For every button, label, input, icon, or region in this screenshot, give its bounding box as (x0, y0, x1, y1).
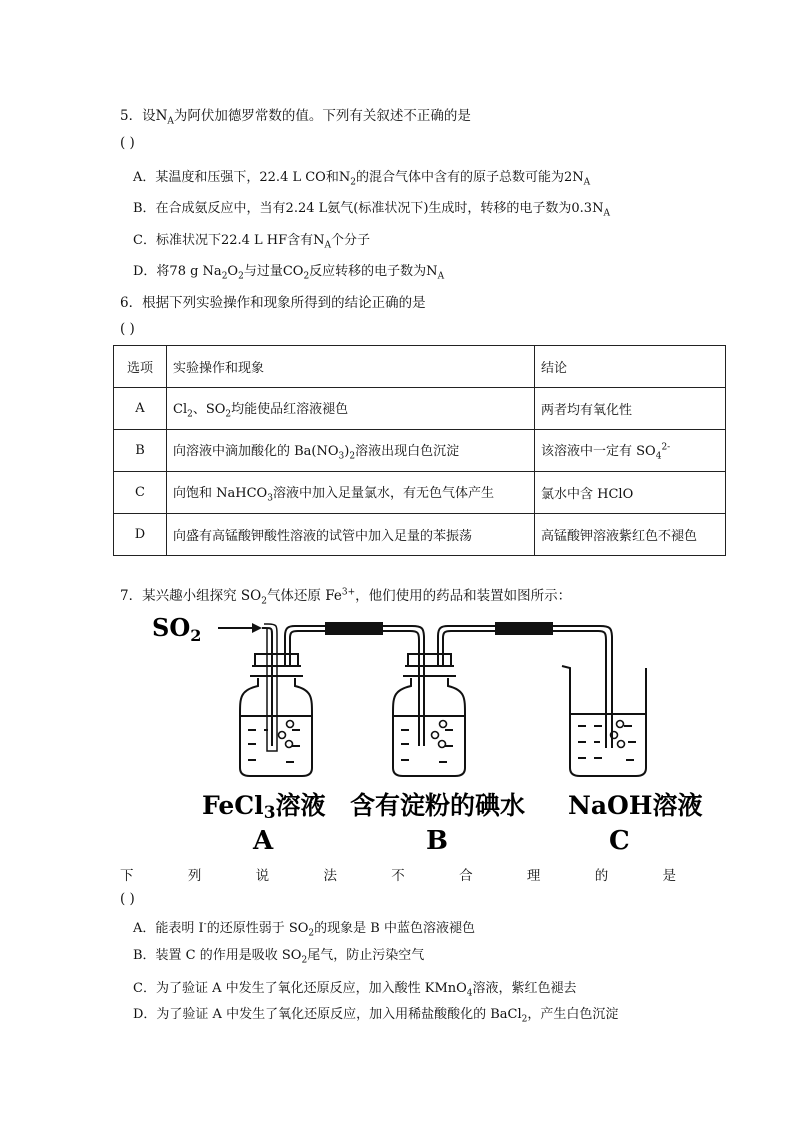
solution-a-label: FeCl3溶液 (202, 791, 326, 823)
q6-stem: 6．根据下列实验操作和现象所得到的结论正确的是 (120, 295, 426, 311)
table-header-row (114, 346, 726, 388)
q5-stem: 5．设$N_A$为阿伏加德罗常数的值。下列有关叙述不正确的是 (120, 108, 471, 127)
q5-option-a: A．某温度和压强下，22.4 L CO和$N_2$的混合气体中含有的原子总数可能为$2N_A$ (133, 170, 591, 188)
table-row (114, 514, 726, 556)
apparatus-diagram (140, 606, 720, 856)
experiment-table (113, 345, 726, 556)
q5-bracket: ( ) (120, 135, 135, 151)
table-cell-operation: 向饱和 NaHCO$_3$溶液中加入足量氯水，有无色气体产生 (167, 472, 535, 514)
q7-option-b: B．装置 C 的作用是吸收 $SO_2$尾气，防止污染空气 (133, 948, 425, 966)
q6-bracket: ( ) (120, 321, 135, 337)
table-cell-conclusion: 高锰酸钾溶液紫红色不褪色 (535, 514, 726, 556)
table-cell-conclusion: 两者均有氧化性 (535, 388, 726, 430)
q5-option-d: D．将78 g $Na_2O_2$与过量$CO_2$反应转移的电子数为$N_A$ (133, 264, 445, 282)
gas-label: $SO_2$ (152, 613, 202, 645)
bottle-a (240, 678, 312, 776)
solution-c-label: NaOH溶液 (568, 791, 703, 820)
table-header-cell: 结论 (535, 346, 726, 388)
table-cell-option: D (114, 514, 167, 556)
rubber-tube-bc (496, 623, 552, 634)
q7-bracket: ( ) (120, 891, 135, 907)
table-cell-operation: $Cl_2$、$SO_2$均能使品红溶液褪色 (167, 388, 535, 430)
apparatus-label-c: C (609, 826, 630, 856)
q7-option-a: A．能表明 I-的还原性弱于 $SO_2$的现象是 B 中蓝色溶液褪色 (133, 919, 475, 939)
rubber-tube-ab (326, 623, 382, 634)
table-cell-option: B (114, 430, 167, 472)
table-cell-conclusion: 氯水中含 HClO (535, 472, 726, 514)
table-row (114, 388, 726, 430)
solution-b-label: 含有淀粉的碘水 (350, 791, 526, 820)
table-cell-conclusion: 该溶液中一定有 $SO_4^{2-}$ (535, 430, 726, 472)
q7-option-d: D．为了验证 A 中发生了氧化还原反应，加入用稀盐酸酸化的 BaCl$_2$，产生白色沉淀 (133, 1007, 619, 1025)
table-cell-option: A (114, 388, 167, 430)
table-header-cell: 选项 (114, 346, 167, 388)
apparatus-label-a: A (253, 826, 274, 856)
table-cell-operation: 向溶液中滴加酸化的 $Ba(NO_3)_2$溶液出现白色沉淀 (167, 430, 535, 472)
table-row (114, 472, 726, 514)
q7-option-c: C．为了验证 A 中发生了氧化还原反应，加入酸性 KMnO$_4$溶液，紫红色褪去 (133, 981, 577, 999)
apparatus-label-b: B (426, 826, 448, 856)
table-header-cell: 实验操作和现象 (167, 346, 535, 388)
q7-stem: 7．某兴趣小组探究 $SO_2$气体还原 $Fe^{3+}$，他们使用的药品和装置如图所示： (120, 587, 572, 607)
arrow-head-icon (252, 623, 262, 633)
table-cell-option: C (114, 472, 167, 514)
bottle-b-stopper (408, 654, 451, 666)
bottle-b (393, 678, 465, 776)
table-row (114, 430, 726, 472)
q5-option-b: B．在合成氨反应中，当有2.24 L氨气(标准状况下)生成时，转移的电子数为$0.3N_A$ (133, 201, 610, 219)
q5-option-c: C．标准状况下22.4 L HF含有$N_A$个分子 (133, 233, 371, 251)
table-cell-operation: 向盛有高锰酸钾酸性溶液的试管中加入足量的苯振荡 (167, 514, 535, 556)
q7-stem-2: 下 列 说 法 不 合 理 的 是 (120, 868, 676, 884)
